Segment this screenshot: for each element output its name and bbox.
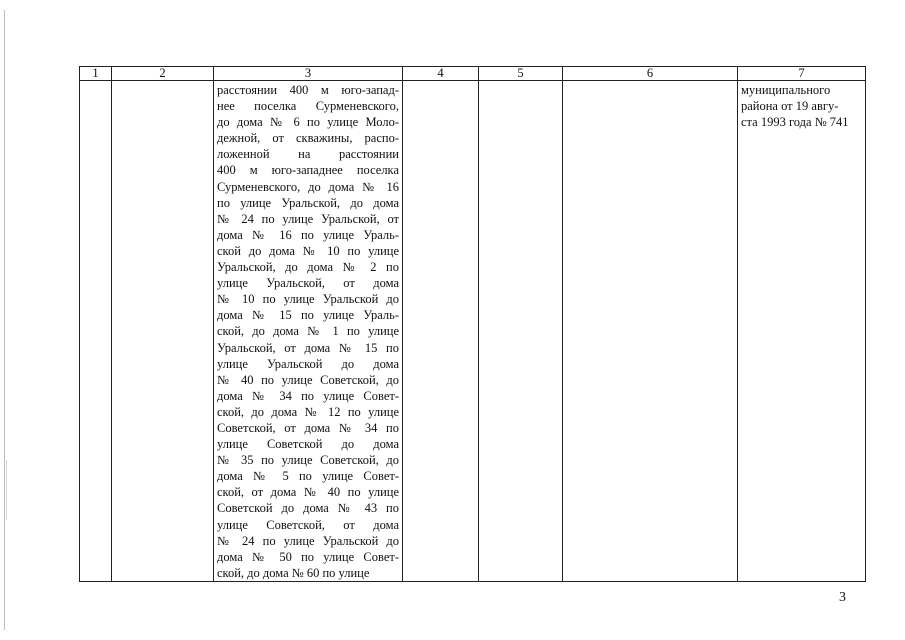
text-line: Уральской, до дома № 2 по bbox=[217, 260, 399, 275]
cell-col-4 bbox=[403, 81, 479, 582]
text-line: Сурменевского, до дома № 16 bbox=[217, 179, 399, 194]
text-line: нее поселка Сурменевского, bbox=[217, 99, 399, 114]
page-number: 3 bbox=[839, 590, 846, 605]
cell-col-3 bbox=[214, 81, 403, 582]
text-line: № 24 по улице Уральской, от bbox=[217, 211, 399, 226]
cell-col-1 bbox=[80, 81, 112, 582]
text-line: улице Уральской до дома bbox=[217, 356, 399, 371]
cell-col-5 bbox=[479, 81, 563, 582]
col-header-4: 4 bbox=[403, 67, 479, 81]
table-header-row bbox=[80, 67, 866, 81]
text-line: ста 1993 года № 741 bbox=[741, 115, 849, 130]
text-line: ской, от дома № 40 по улице bbox=[217, 485, 399, 500]
text-line: по улице Уральской, до дома bbox=[217, 195, 399, 210]
text-line: дома № 16 по улице Ураль- bbox=[217, 227, 399, 242]
text-line: ской до дома № 10 по улице bbox=[217, 243, 399, 258]
text-line: муниципального bbox=[741, 83, 831, 97]
text-line: № 24 по улице Уральской до bbox=[217, 533, 399, 548]
scan-edge-mark bbox=[6, 460, 7, 520]
cell-col-7 bbox=[738, 81, 866, 582]
text-line: дома № 5 по улице Совет- bbox=[217, 469, 399, 484]
text-line: дома № 34 по улице Совет- bbox=[217, 388, 399, 403]
document-table bbox=[79, 66, 866, 582]
text-line: № 35 по улице Советской, до bbox=[217, 453, 399, 468]
cell-col-2 bbox=[112, 81, 214, 582]
text-line: 400 м юго-западнее поселка bbox=[217, 163, 399, 178]
text-line: Советской до дома № 43 по bbox=[217, 501, 399, 516]
text-line: Советской, от дома № 34 по bbox=[217, 420, 399, 435]
text-line: ложенной на расстоянии bbox=[217, 147, 399, 162]
table-row bbox=[80, 81, 866, 582]
scan-edge-line bbox=[4, 10, 5, 630]
text-line: расстоянии 400 м юго-запад- bbox=[217, 83, 399, 97]
legal-reference-text bbox=[738, 81, 865, 130]
text-line: дома № 15 по улице Ураль- bbox=[217, 308, 399, 323]
text-line: улице Советской до дома bbox=[217, 437, 399, 452]
col-header-3: 3 bbox=[214, 67, 403, 81]
col-header-7: 7 bbox=[738, 67, 866, 81]
text-line: дома № 50 по улице Совет- bbox=[217, 549, 399, 564]
text-line: ской, до дома № 12 по улице bbox=[217, 404, 399, 419]
col-header-2: 2 bbox=[112, 67, 214, 81]
text-line: дежной, от скважины, распо- bbox=[217, 131, 399, 146]
cell-col-6 bbox=[563, 81, 738, 582]
text-line: улице Уральской, от дома bbox=[217, 276, 399, 291]
col-header-6: 6 bbox=[563, 67, 738, 81]
text-line: № 10 по улице Уральской до bbox=[217, 292, 399, 307]
text-line: ской, до дома № 1 по улице bbox=[217, 324, 399, 339]
text-line: улице Советской, от дома bbox=[217, 517, 399, 532]
text-line: района от 19 авгу- bbox=[741, 99, 839, 114]
col-header-5: 5 bbox=[479, 67, 563, 81]
text-line: № 40 по улице Советской, до bbox=[217, 372, 399, 387]
text-line: Уральской, от дома № 15 по bbox=[217, 340, 399, 355]
col-header-1: 1 bbox=[80, 67, 112, 81]
route-description-text bbox=[214, 81, 402, 581]
text-line: ской, до дома № 60 по улице bbox=[217, 565, 370, 580]
text-line: до дома № 6 по улице Моло- bbox=[217, 115, 399, 130]
